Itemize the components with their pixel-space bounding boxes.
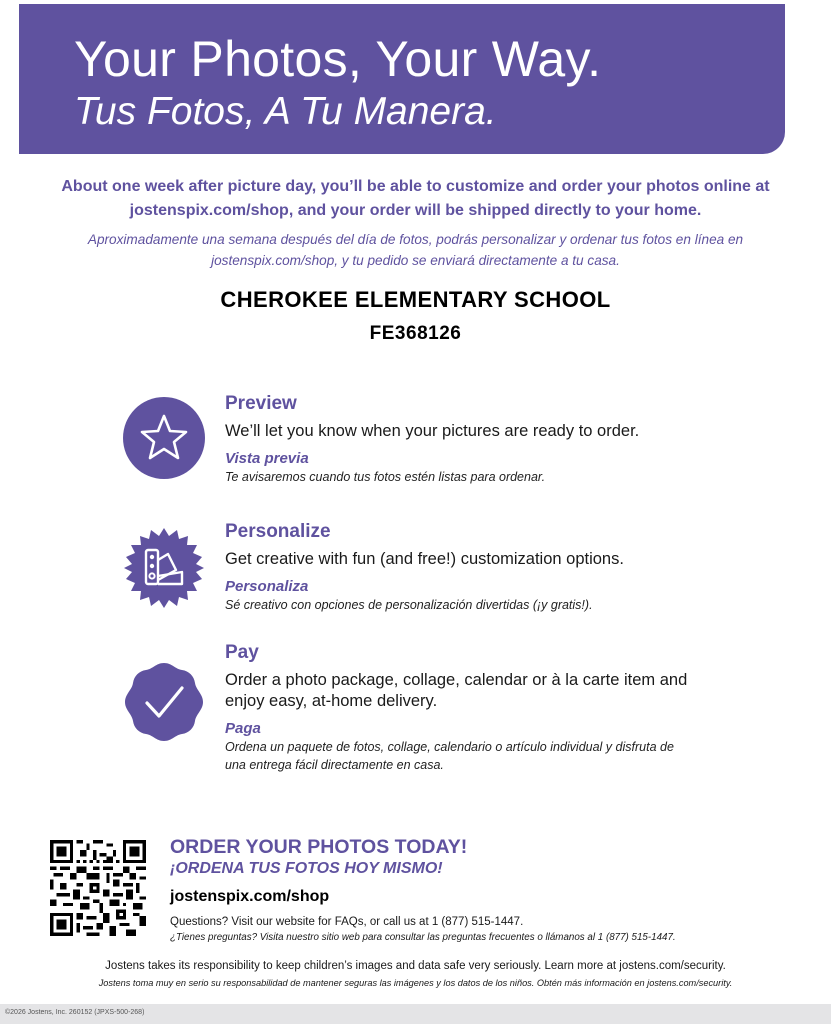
page-subtitle: Tus Fotos, A Tu Manera. — [74, 90, 497, 133]
step-title-es: Vista previa — [225, 450, 309, 467]
school-name: CHEROKEE ELEMENTARY SCHOOL — [220, 287, 611, 312]
school-code: FE368126 — [369, 323, 462, 344]
footer-bar — [0, 1004, 831, 1024]
step-title-es: Paga — [225, 720, 261, 737]
shop-link[interactable]: jostenspix.com/shop — [170, 888, 330, 905]
star-icon — [122, 396, 206, 480]
step-pay — [225, 642, 785, 774]
copyright-text: ©2026 Jostens, Inc. 260152 (JPXS-500-268) — [5, 1009, 145, 1016]
header-banner — [19, 4, 785, 154]
security-notice-en: Jostens takes its responsibility to keep children’s images and data safe very seriously. Learn more at jostens.com/security. — [105, 960, 726, 972]
qr-code-image[interactable] — [50, 840, 146, 936]
order-title-es: ¡ORDENA TUS FOTOS HOY MISMO! — [170, 860, 443, 877]
page-title: Your Photos, Your Way. — [74, 31, 602, 87]
questions-text: Questions? Visit our website for FAQs, or call us at 1 (877) 515-1447. — [170, 916, 524, 928]
step-title-es: Personaliza — [225, 578, 309, 595]
order-section — [170, 836, 790, 945]
step-description-es: Sé creativo con opciones de personalización divertidas (¡y gratis!). — [225, 598, 593, 612]
intro-text-en: About one week after picture day, you’ll be able to customize and order your photos online at jostenspix.com/shop, and your order will be shipped directly to your home. — [61, 178, 770, 219]
order-title: ORDER YOUR PHOTOS TODAY! — [170, 836, 468, 858]
intro-text-es: Aproximadamente una semana después del día de fotos, podrás personalizar y ordenar tus fotos en línea en jostenspix.com/shop, y tu pedido se enviará directamente a tu casa. — [87, 232, 744, 268]
step-description: Order a photo package, collage, calendar or à la carte item and enjoy easy, at-home delivery. — [225, 671, 688, 710]
step-title: Personalize — [225, 521, 331, 542]
checkmark-badge-icon — [122, 660, 206, 744]
step-title: Preview — [225, 393, 297, 414]
step-preview — [225, 393, 785, 486]
step-description-es: Ordena un paquete de fotos, collage, calendario o artículo individual y disfruta de una entrega fácil directamente en casa. — [225, 740, 674, 772]
questions-text-es: ¿Tienes preguntas? Visita nuestro sitio web para consultar las preguntas frecuentes o llámanos al 1 (877) 515-1447. — [170, 932, 676, 943]
swatch-badge-icon — [122, 526, 206, 610]
step-description-es: Te avisaremos cuando tus fotos estén listas para ordenar. — [225, 470, 546, 484]
security-notice-es: Jostens toma muy en serio su responsabilidad de mantener seguras las imágenes y los datos de los niños. Obtén más información en jostens.com/security. — [98, 978, 733, 988]
step-personalize — [225, 521, 785, 614]
step-description: Get creative with fun (and free!) customization options. — [225, 550, 624, 568]
step-description: We’ll let you know when your pictures are ready to order. — [225, 422, 640, 440]
step-title: Pay — [225, 642, 259, 663]
